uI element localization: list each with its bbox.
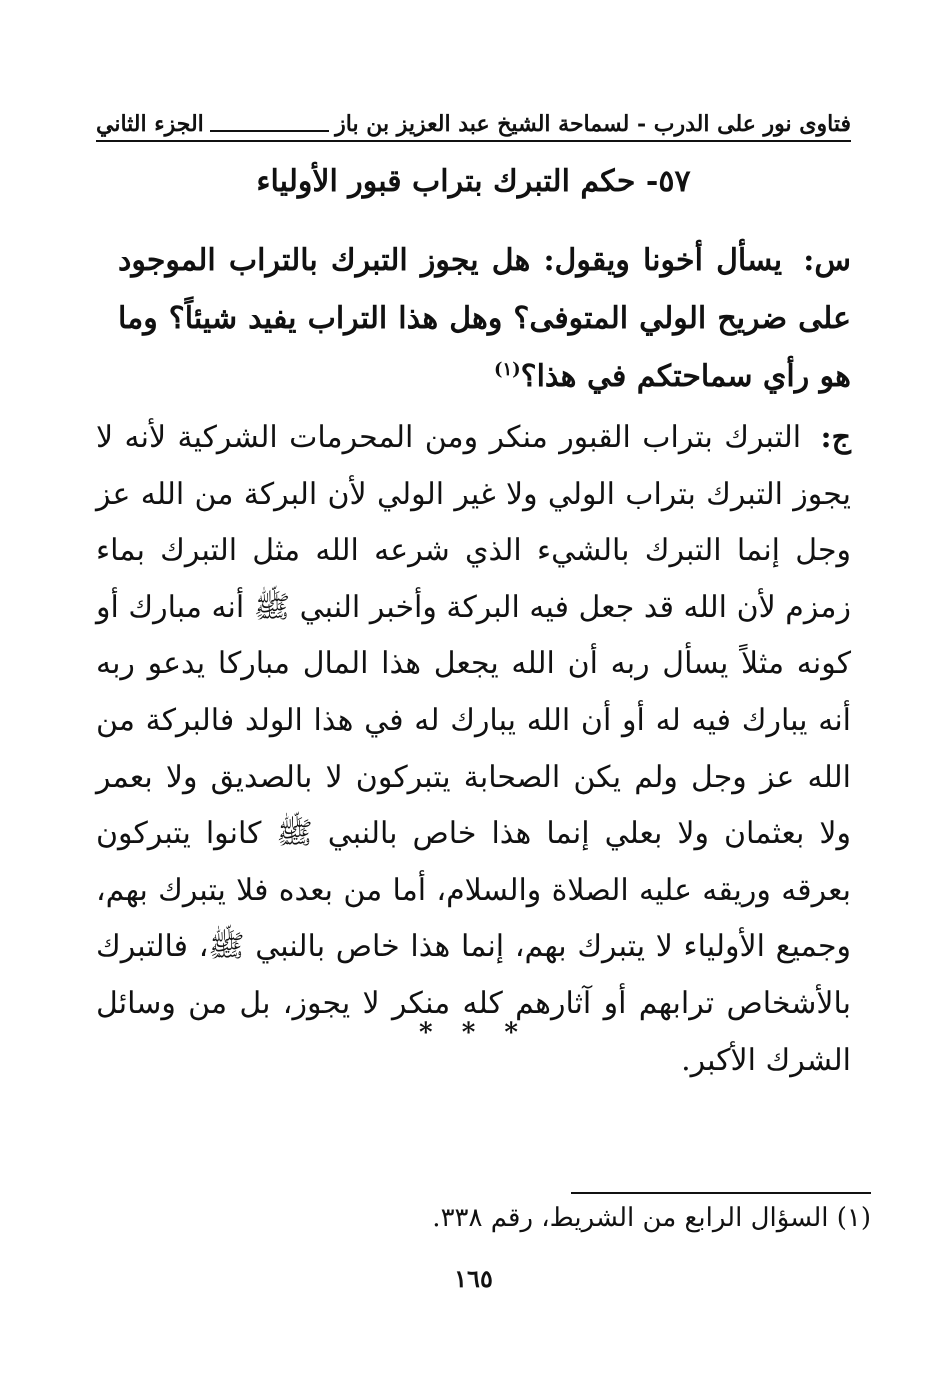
footnote: (١) السؤال الرابع من الشريط، رقم ٣٣٨. (432, 1203, 871, 1233)
question-text: يسأل أخونا ويقول: هل يجوز التبرك بالتراب الموجود على ضريح الولي المتوفى؟ وهل هذا التراب يفيد شيئاً؟ وما هو رأي سماحتكم في هذا؟ (118, 243, 851, 394)
fatwa-title: ٥٧- حكم التبرك بتراب قبور الأولياء (256, 164, 691, 199)
running-header (96, 96, 851, 138)
section-separator: * * * (419, 1018, 528, 1048)
header-volume: الجزء الثاني (96, 111, 204, 137)
header-rule (96, 140, 851, 142)
answer-block (96, 410, 851, 1089)
question-label: س: (803, 243, 851, 278)
footnote-reference: (١) (493, 359, 521, 380)
header-book-title: فتاوى نور على الدرب - لسماحة الشيخ عبد العزيز بن باز (335, 111, 851, 137)
answer-label: ج: (820, 420, 851, 455)
page-number: ١٦٥ (454, 1264, 493, 1293)
answer-text: التبرك بتراب القبور منكر ومن المحرمات الشركية لأنه لا يجوز التبرك بتراب الولي ولا غير الولي لأن البركة من الله عز وجل إنما التبرك بالشيء الذي شرعه الله مثل التبرك بماء زمزم لأن الله قد جعل فيه البركة وأخبر النبي ﷺ أنه مبارك أو كونه مثلاً يسأل ربه أن الله يجعل هذا المال مباركا يدعو ربه أنه يبارك فيه له أو أن الله يبارك له في هذا الولد فالبركة من الله عز وجل ولم يكن الصحابة يتبركون لا بالصديق ولا بعمر ولا بعثمان ولا بعلي إنما هذا خاص بالنبي ﷺ كانوا يتبركون بعرقه وريقه عليه الصلاة والسلام، أما من بعده فلا يتبرك بهم، وجميع الأولياء لا يتبرك بهم، إنما هذا خاص بالنبي ﷺ، فالتبرك بالأشخاص ترابهم أو آثارهم كله منكر لا يجوز، بل من وسائل الشرك الأكبر. (96, 420, 851, 1078)
header-separator-line (210, 130, 329, 132)
footnote-rule (571, 1192, 871, 1194)
question-block (118, 232, 851, 406)
